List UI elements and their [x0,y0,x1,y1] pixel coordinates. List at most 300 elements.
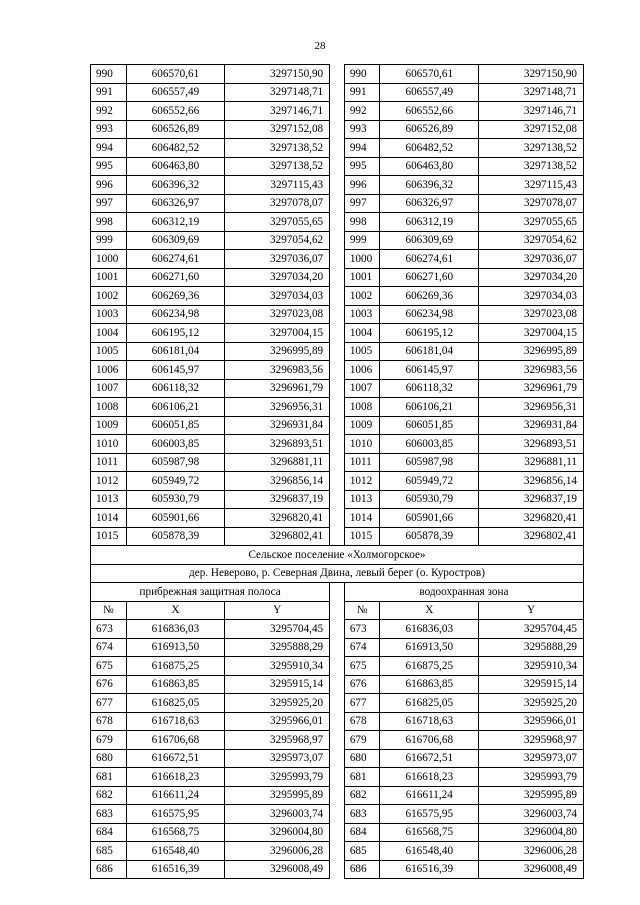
right-x-coordinate: 605878,39 [380,527,479,546]
left-point-number: 1012 [91,472,127,491]
right-point-number: 1006 [344,361,380,380]
left-x-coordinate: 606482,52 [126,139,225,158]
bottom-rows [91,620,584,879]
left-x-coordinate: 606106,21 [126,398,225,417]
left-y-coordinate: 3295973,07 [225,749,330,768]
right-x-coordinate: 616618,23 [380,768,479,787]
table-row [91,620,584,639]
right-x-coordinate: 606557,49 [380,83,479,102]
right-y-coordinate: 3297148,71 [479,83,584,102]
table-row [91,250,584,269]
right-y-coordinate: 3297152,08 [479,120,584,139]
left-y-coordinate: 3296837,19 [225,490,330,509]
column-gap [330,157,345,176]
column-gap [330,749,345,768]
right-y-coordinate: 3295993,79 [479,768,584,787]
right-x-coordinate: 606145,97 [380,361,479,380]
right-y-coordinate: 3297138,52 [479,157,584,176]
right-x-coordinate: 606234,98 [380,305,479,324]
right-point-number: 681 [344,768,380,787]
left-x-coordinate: 606051,85 [126,416,225,435]
column-gap [330,805,345,824]
table-row [91,379,584,398]
right-point-number: 998 [344,213,380,232]
section-headers [91,546,584,620]
column-gap [330,435,345,454]
column-gap [330,620,345,639]
right-point-number: 1012 [344,472,380,491]
left-point-number: 685 [91,842,127,861]
left-y-coordinate: 3296995,89 [225,342,330,361]
right-x-coordinate: 606181,04 [380,342,479,361]
right-x-coordinate: 606396,32 [380,176,479,195]
column-gap [330,342,345,361]
right-point-number: 992 [344,102,380,121]
left-point-number: 683 [91,805,127,824]
right-y-coordinate: 3295973,07 [479,749,584,768]
left-y-coordinate: 3296802,41 [225,527,330,546]
right-y-coordinate: 3296983,56 [479,361,584,380]
right-x-coordinate: 606106,21 [380,398,479,417]
left-y-coordinate: 3295915,14 [225,675,330,694]
column-gap [330,860,345,879]
left-x-coordinate: 606396,32 [126,176,225,195]
left-y-coordinate: 3295910,34 [225,657,330,676]
right-point-number: 1000 [344,250,380,269]
right-y-coordinate: 3295966,01 [479,712,584,731]
table-row [91,213,584,232]
left-point-number: 675 [91,657,127,676]
table-row [91,638,584,657]
right-y-coordinate: 3297078,07 [479,194,584,213]
left-y-coordinate: 3297055,65 [225,213,330,232]
column-gap [330,176,345,195]
left-zone-title: прибрежная защитная полоса [91,583,330,602]
table-row [91,398,584,417]
right-x-coordinate: 606271,60 [380,268,479,287]
right-point-number: 1005 [344,342,380,361]
right-y-coordinate: 3295888,29 [479,638,584,657]
table-row [91,842,584,861]
right-point-number: 1013 [344,490,380,509]
right-x-coordinate: 616611,24 [380,786,479,805]
left-x-coordinate: 606003,85 [126,435,225,454]
left-y-coordinate: 3297023,08 [225,305,330,324]
right-y-coordinate: 3297054,62 [479,231,584,250]
right-x-coordinate: 606118,32 [380,379,479,398]
table-row [91,231,584,250]
right-point-number: 997 [344,194,380,213]
right-point-number: 675 [344,657,380,676]
table-row [91,694,584,713]
column-gap [330,305,345,324]
table-row [91,860,584,879]
column-gap [330,786,345,805]
table-row [91,786,584,805]
right-point-number: 682 [344,786,380,805]
left-point-number: 1015 [91,527,127,546]
right-x-coordinate: 606269,36 [380,287,479,306]
right-y-coordinate: 3296008,49 [479,860,584,879]
column-gap [330,287,345,306]
right-point-number: 994 [344,139,380,158]
table-row [91,194,584,213]
table-row [91,731,584,750]
top-rows [91,65,584,546]
left-x-coordinate: 605878,39 [126,527,225,546]
right-x-coordinate: 616913,50 [380,638,479,657]
right-x-coordinate: 616863,85 [380,675,479,694]
right-x-coordinate: 616875,25 [380,657,479,676]
left-x-coordinate: 616836,03 [126,620,225,639]
coordinates-table [90,64,584,879]
right-y-coordinate: 3297115,43 [479,176,584,195]
left-y-coordinate: 3297138,52 [225,157,330,176]
left-point-number: 1005 [91,342,127,361]
left-point-number: 681 [91,768,127,787]
left-y-coordinate: 3296004,80 [225,823,330,842]
right-point-number: 995 [344,157,380,176]
right-y-coordinate: 3297055,65 [479,213,584,232]
column-gap [330,65,345,84]
table-row [91,157,584,176]
right-x-coordinate: 616718,63 [380,712,479,731]
right-y-coordinate: 3297034,03 [479,287,584,306]
column-gap [330,268,345,287]
right-y-coordinate: 3296006,28 [479,842,584,861]
left-y-coordinate: 3297054,62 [225,231,330,250]
right-point-number: 1010 [344,435,380,454]
table-row [91,749,584,768]
right-y-coordinate: 3296995,89 [479,342,584,361]
left-y-coordinate: 3297146,71 [225,102,330,121]
left-point-number: 1003 [91,305,127,324]
right-x-coordinate: 616706,68 [380,731,479,750]
left-point-number: 673 [91,620,127,639]
table-row [91,287,584,306]
table-row [91,509,584,528]
left-point-number: 676 [91,675,127,694]
table-row [91,490,584,509]
left-point-number: 679 [91,731,127,750]
right-y-coordinate: 3295995,89 [479,786,584,805]
left-y-coordinate: 3296856,14 [225,472,330,491]
right-point-number: 1004 [344,324,380,343]
left-y-coordinate: 3296961,79 [225,379,330,398]
left-point-number: 990 [91,65,127,84]
left-y-coordinate: 3296881,11 [225,453,330,472]
column-gap [330,361,345,380]
right-y-coordinate: 3296802,41 [479,527,584,546]
right-header-x: X [380,601,479,620]
right-y-coordinate: 3296893,51 [479,435,584,454]
column-gap [330,379,345,398]
left-header-x: X [126,601,225,620]
table-row [91,768,584,787]
left-x-coordinate: 606463,80 [126,157,225,176]
left-y-coordinate: 3295925,20 [225,694,330,713]
right-x-coordinate: 606482,52 [380,139,479,158]
column-gap [330,657,345,676]
left-point-number: 1011 [91,453,127,472]
left-x-coordinate: 605901,66 [126,509,225,528]
right-y-coordinate: 3296820,41 [479,509,584,528]
right-point-number: 684 [344,823,380,842]
right-point-number: 1003 [344,305,380,324]
column-gap [330,139,345,158]
table-row [91,83,584,102]
right-y-coordinate: 3297146,71 [479,102,584,121]
left-point-number: 1001 [91,268,127,287]
right-y-coordinate: 3297150,90 [479,65,584,84]
table-row [91,65,584,84]
table-row [91,102,584,121]
right-x-coordinate: 606309,69 [380,231,479,250]
left-x-coordinate: 616516,39 [126,860,225,879]
left-y-coordinate: 3295993,79 [225,768,330,787]
left-y-coordinate: 3296893,51 [225,435,330,454]
right-point-number: 1002 [344,287,380,306]
left-y-coordinate: 3297004,15 [225,324,330,343]
left-x-coordinate: 606181,04 [126,342,225,361]
left-point-number: 995 [91,157,127,176]
left-y-coordinate: 3295704,45 [225,620,330,639]
left-x-coordinate: 616706,68 [126,731,225,750]
left-x-coordinate: 616618,23 [126,768,225,787]
right-x-coordinate: 605930,79 [380,490,479,509]
right-y-coordinate: 3295704,45 [479,620,584,639]
right-y-coordinate: 3296004,80 [479,823,584,842]
right-point-number: 1009 [344,416,380,435]
left-y-coordinate: 3296931,84 [225,416,330,435]
left-x-coordinate: 606274,61 [126,250,225,269]
right-x-coordinate: 616825,05 [380,694,479,713]
left-y-coordinate: 3297148,71 [225,83,330,102]
table-row [91,120,584,139]
right-y-coordinate: 3297036,07 [479,250,584,269]
left-y-coordinate: 3297115,43 [225,176,330,195]
table-row [91,805,584,824]
left-x-coordinate: 606118,32 [126,379,225,398]
left-y-coordinate: 3295888,29 [225,638,330,657]
left-header-y: Y [225,601,330,620]
left-x-coordinate: 605987,98 [126,453,225,472]
left-y-coordinate: 3297152,08 [225,120,330,139]
left-point-number: 686 [91,860,127,879]
left-y-coordinate: 3296983,56 [225,361,330,380]
left-x-coordinate: 606145,97 [126,361,225,380]
left-point-number: 999 [91,231,127,250]
right-point-number: 680 [344,749,380,768]
column-gap [330,472,345,491]
left-x-coordinate: 606312,19 [126,213,225,232]
right-x-coordinate: 606570,61 [380,65,479,84]
left-point-number: 684 [91,823,127,842]
right-zone-title: водоохранная зона [344,583,583,602]
right-x-coordinate: 616672,51 [380,749,479,768]
right-point-number: 676 [344,675,380,694]
column-gap [330,398,345,417]
table-row [91,176,584,195]
left-point-number: 1013 [91,490,127,509]
left-x-coordinate: 616718,63 [126,712,225,731]
right-point-number: 673 [344,620,380,639]
left-point-number: 991 [91,83,127,102]
table-row [91,416,584,435]
right-x-coordinate: 606463,80 [380,157,479,176]
column-gap [330,102,345,121]
column-gap [330,601,345,620]
right-point-number: 677 [344,694,380,713]
left-y-coordinate: 3296006,28 [225,842,330,861]
left-x-coordinate: 606195,12 [126,324,225,343]
column-gap [330,638,345,657]
left-x-coordinate: 616575,95 [126,805,225,824]
right-y-coordinate: 3296837,19 [479,490,584,509]
right-y-coordinate: 3296003,74 [479,805,584,824]
right-y-coordinate: 3297034,20 [479,268,584,287]
right-point-number: 1014 [344,509,380,528]
right-x-coordinate: 606326,97 [380,194,479,213]
right-point-number: 993 [344,120,380,139]
right-y-coordinate: 3296956,31 [479,398,584,417]
left-x-coordinate: 606309,69 [126,231,225,250]
left-x-coordinate: 616875,25 [126,657,225,676]
left-x-coordinate: 616672,51 [126,749,225,768]
left-x-coordinate: 606526,89 [126,120,225,139]
left-y-coordinate: 3297034,03 [225,287,330,306]
table-row [91,268,584,287]
right-point-number: 996 [344,176,380,195]
left-point-number: 682 [91,786,127,805]
right-point-number: 991 [344,83,380,102]
left-point-number: 1000 [91,250,127,269]
left-point-number: 993 [91,120,127,139]
left-y-coordinate: 3295966,01 [225,712,330,731]
table-row [91,342,584,361]
right-point-number: 679 [344,731,380,750]
right-y-coordinate: 3295910,34 [479,657,584,676]
column-gap [330,842,345,861]
column-gap [330,527,345,546]
right-y-coordinate: 3296961,79 [479,379,584,398]
right-header-num: № [344,601,380,620]
left-y-coordinate: 3295968,97 [225,731,330,750]
right-point-number: 1008 [344,398,380,417]
table-row [91,435,584,454]
left-point-number: 996 [91,176,127,195]
left-x-coordinate: 616863,85 [126,675,225,694]
left-y-coordinate: 3295995,89 [225,786,330,805]
right-y-coordinate: 3297004,15 [479,324,584,343]
left-x-coordinate: 606234,98 [126,305,225,324]
left-x-coordinate: 606570,61 [126,65,225,84]
right-y-coordinate: 3295915,14 [479,675,584,694]
table-row [91,361,584,380]
left-point-number: 992 [91,102,127,121]
left-y-coordinate: 3297078,07 [225,194,330,213]
right-y-coordinate: 3295925,20 [479,694,584,713]
right-x-coordinate: 605901,66 [380,509,479,528]
left-point-number: 1002 [91,287,127,306]
left-x-coordinate: 616913,50 [126,638,225,657]
left-y-coordinate: 3297034,20 [225,268,330,287]
table-row [91,527,584,546]
settlement-title: Сельское поселение «Холмогорское» [91,546,584,565]
right-y-coordinate: 3296856,14 [479,472,584,491]
right-point-number: 678 [344,712,380,731]
left-point-number: 678 [91,712,127,731]
right-y-coordinate: 3296881,11 [479,453,584,472]
left-y-coordinate: 3296008,49 [225,860,330,879]
right-x-coordinate: 616516,39 [380,860,479,879]
right-x-coordinate: 606003,85 [380,435,479,454]
table-row [91,324,584,343]
table-row [91,712,584,731]
right-x-coordinate: 605987,98 [380,453,479,472]
left-point-number: 1008 [91,398,127,417]
column-gap [330,768,345,787]
left-point-number: 997 [91,194,127,213]
right-point-number: 685 [344,842,380,861]
table-row [91,305,584,324]
right-x-coordinate: 606552,66 [380,102,479,121]
left-point-number: 1007 [91,379,127,398]
right-point-number: 1007 [344,379,380,398]
right-x-coordinate: 605949,72 [380,472,479,491]
left-x-coordinate: 605949,72 [126,472,225,491]
left-x-coordinate: 616611,24 [126,786,225,805]
left-y-coordinate: 3296820,41 [225,509,330,528]
right-point-number: 1011 [344,453,380,472]
left-point-number: 998 [91,213,127,232]
column-gap [330,120,345,139]
column-gap [330,213,345,232]
right-point-number: 674 [344,638,380,657]
left-point-number: 1009 [91,416,127,435]
column-gap [330,694,345,713]
left-point-number: 1010 [91,435,127,454]
column-gap [330,250,345,269]
column-gap [330,416,345,435]
left-point-number: 674 [91,638,127,657]
left-x-coordinate: 606552,66 [126,102,225,121]
column-gap [330,731,345,750]
table-row [91,657,584,676]
left-x-coordinate: 605930,79 [126,490,225,509]
table-row [91,675,584,694]
left-x-coordinate: 606557,49 [126,83,225,102]
left-point-number: 1006 [91,361,127,380]
left-x-coordinate: 616568,75 [126,823,225,842]
left-x-coordinate: 616548,40 [126,842,225,861]
column-gap [330,675,345,694]
column-gap [330,324,345,343]
right-header-y: Y [479,601,584,620]
right-x-coordinate: 616548,40 [380,842,479,861]
right-x-coordinate: 606274,61 [380,250,479,269]
right-x-coordinate: 616575,95 [380,805,479,824]
right-y-coordinate: 3297138,52 [479,139,584,158]
column-gap [330,453,345,472]
left-point-number: 994 [91,139,127,158]
left-x-coordinate: 616825,05 [126,694,225,713]
right-y-coordinate: 3297023,08 [479,305,584,324]
right-x-coordinate: 606526,89 [380,120,479,139]
location-title: дер. Неверово, р. Северная Двина, левый берег (о. Куростров) [91,564,584,583]
column-gap [330,194,345,213]
left-y-coordinate: 3297138,52 [225,139,330,158]
